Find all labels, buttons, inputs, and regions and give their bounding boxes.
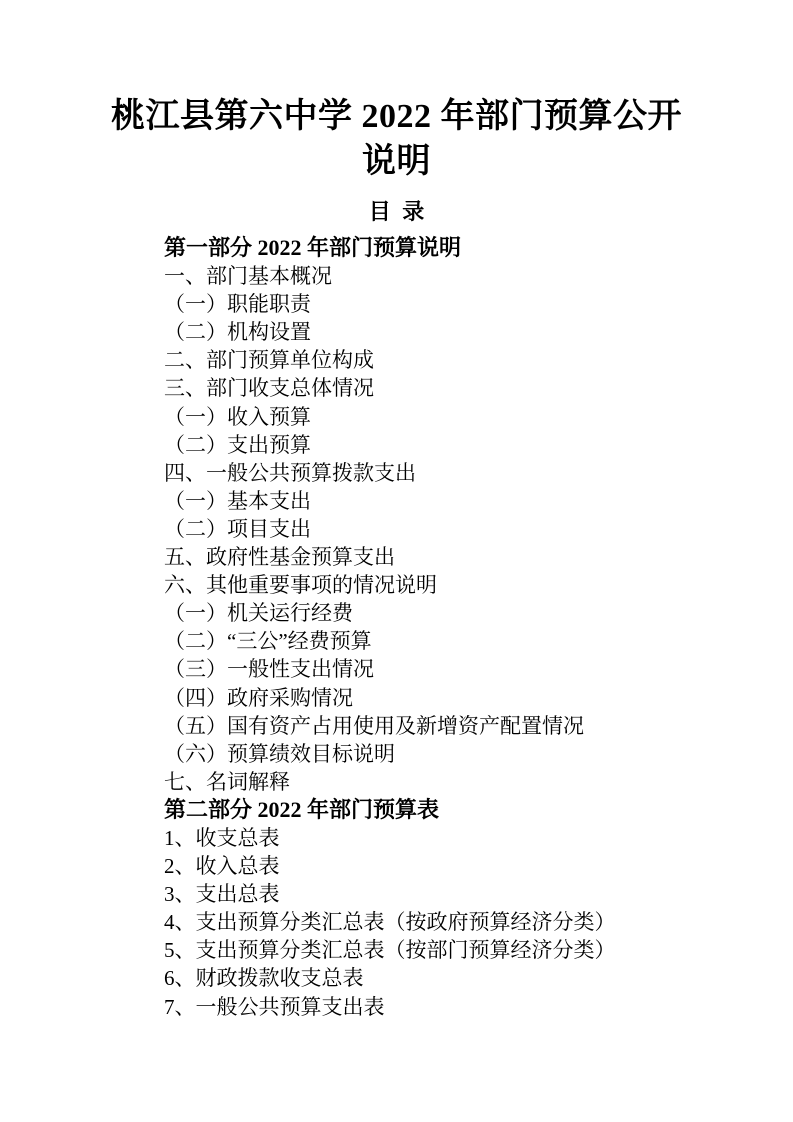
toc-item: （二）“三公”经费预算	[164, 629, 372, 654]
document-title	[0, 94, 793, 184]
toc-item: （六）预算绩效目标说明	[164, 741, 395, 766]
toc-item: （四）政府采购情况	[164, 685, 353, 710]
toc-item: （一）职能职责	[164, 292, 311, 317]
toc-item: 6、财政拨款收支总表	[164, 966, 364, 991]
toc-item: 二、部门预算单位构成	[164, 348, 374, 373]
toc-item: （二）支出预算	[164, 432, 311, 457]
toc-item: （三）一般性支出情况	[164, 657, 374, 682]
toc-item: 四、一般公共预算拨款支出	[164, 460, 416, 485]
toc-item: 4、支出预算分类汇总表（按政府预算经济分类）	[164, 910, 616, 935]
toc-heading: 目 录	[368, 199, 425, 224]
toc-item: 六、其他重要事项的情况说明	[164, 573, 437, 598]
toc-item: 5、支出预算分类汇总表（按部门预算经济分类）	[164, 938, 616, 963]
toc-item: （二）项目支出	[164, 516, 311, 541]
toc-item: 一、部门基本概况	[164, 264, 332, 289]
toc-item: （二）机构设置	[164, 320, 311, 345]
toc-item: 3、支出总表	[164, 882, 280, 907]
toc-item: 1、收支总表	[164, 825, 280, 850]
toc-item: （一）收入预算	[164, 404, 311, 429]
toc-item: （五）国有资产占用使用及新增资产配置情况	[164, 713, 584, 738]
toc-item: 第一部分 2022 年部门预算说明	[164, 235, 462, 260]
toc-item: 三、部门收支总体情况	[164, 376, 374, 401]
document-title-line-2: 说明	[362, 143, 431, 180]
toc-item: 第二部分 2022 年部门预算表	[164, 796, 440, 822]
toc-item: 2、收入总表	[164, 854, 280, 879]
toc-item: 五、政府性基金预算支出	[164, 545, 395, 570]
toc-item: （一）基本支出	[164, 488, 311, 513]
document-title-line-1: 桃江县第六中学 2022 年部门预算公开	[111, 98, 682, 135]
toc-item: 7、一般公共预算支出表	[164, 994, 385, 1019]
toc-item: （一）机关运行经费	[164, 601, 353, 626]
toc-list	[164, 234, 724, 1021]
toc-item: 七、名词解释	[164, 769, 290, 794]
